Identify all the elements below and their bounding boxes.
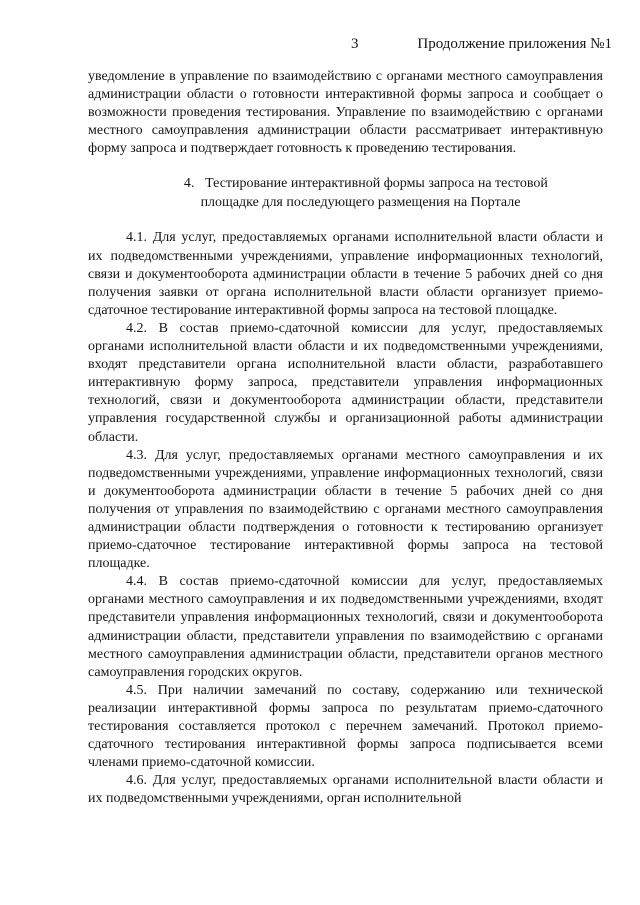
section-heading bbox=[88, 174, 603, 212]
document-body bbox=[88, 68, 603, 808]
paragraph-4-6: 4.6. Для услуг, предоставляемых органами исполнительной власти области и их подведомственными учреждениями, орган исполнительной bbox=[88, 773, 603, 807]
section-title-line-2: площадке для последующего размещения на Портале bbox=[200, 195, 521, 211]
paragraph-4-4: 4.4. В состав приемо-сдаточной комиссии для услуг, предоставляемых органами местного самоуправления и их подведомственными учреждениями, входят представители управления информационных технологий, связи и документооборота администрации области, представители управления по взаимодействию с органами местного самоуправления администрации области, представители органов местного самоуправления городских округов. bbox=[88, 574, 603, 680]
appendix-title: Продолжение приложения №1 bbox=[417, 36, 612, 52]
intro-paragraph: уведомление в управление по взаимодействию с органами местного самоуправления администрации области о готовности интерактивной формы запроса и сообщает о возможности проведения тестирования. Управление по взаимодействию с органами местного самоуправления администрации области рассматривает интерактивную форму запроса и подтверждает готовность к проведению тестирования. bbox=[88, 69, 603, 157]
section-number: 4. bbox=[183, 176, 195, 192]
section-title-line-1: Тестирование интерактивной формы запроса на тестовой bbox=[205, 176, 548, 192]
page-header bbox=[0, 36, 640, 58]
paragraph-4-5: 4.5. При наличии замечаний по составу, содержанию или технической реализации интерактивной формы запроса по результатам приемо-сдаточного тестирования составляется протокол с перечнем замечаний. Протокол приемо-сдаточного тестирования интерактивной формы запроса подписывается всеми членами приемо-сдаточной комиссии. bbox=[88, 682, 603, 771]
paragraph-4-2: 4.2. В состав приемо-сдаточной комиссии для услуг, предоставляемых органами исполнительной власти области и их подведомственными учреждениями, входят представители органа исполнительной власти области, разработавшего интерактивную форму запроса, представители управления информационных технологий, связи и документооборота администрации области, представители управления государственной службы и организационной работы администрации области. bbox=[88, 320, 603, 445]
paragraph-4-1: 4.1. Для услуг, предоставляемых органами исполнительной власти области и их подведомственными учреждениями, управление информационных технологий, связи и документооборота администрации области в течение 5 рабочих дней со дня получения заявки от органа исполнительной власти области организует приемо-сдаточное тестирование интерактивной формы запроса на тестовой площадке. bbox=[88, 230, 603, 318]
paragraph-4-3: 4.3. Для услуг, предоставляемых органами местного самоуправления и их подведомственными учреждениями, управление информационных технологий, связи и документооборота администрации области в течение 5 рабочих дней со дня получения от управления по взаимодействию с органами местного самоуправления администрации области подтверждения о готовности к тестированию организует приемо-сдаточное тестирование интерактивной формы запроса на тестовой площадке. bbox=[88, 447, 603, 572]
page-number: 3 bbox=[351, 36, 359, 52]
